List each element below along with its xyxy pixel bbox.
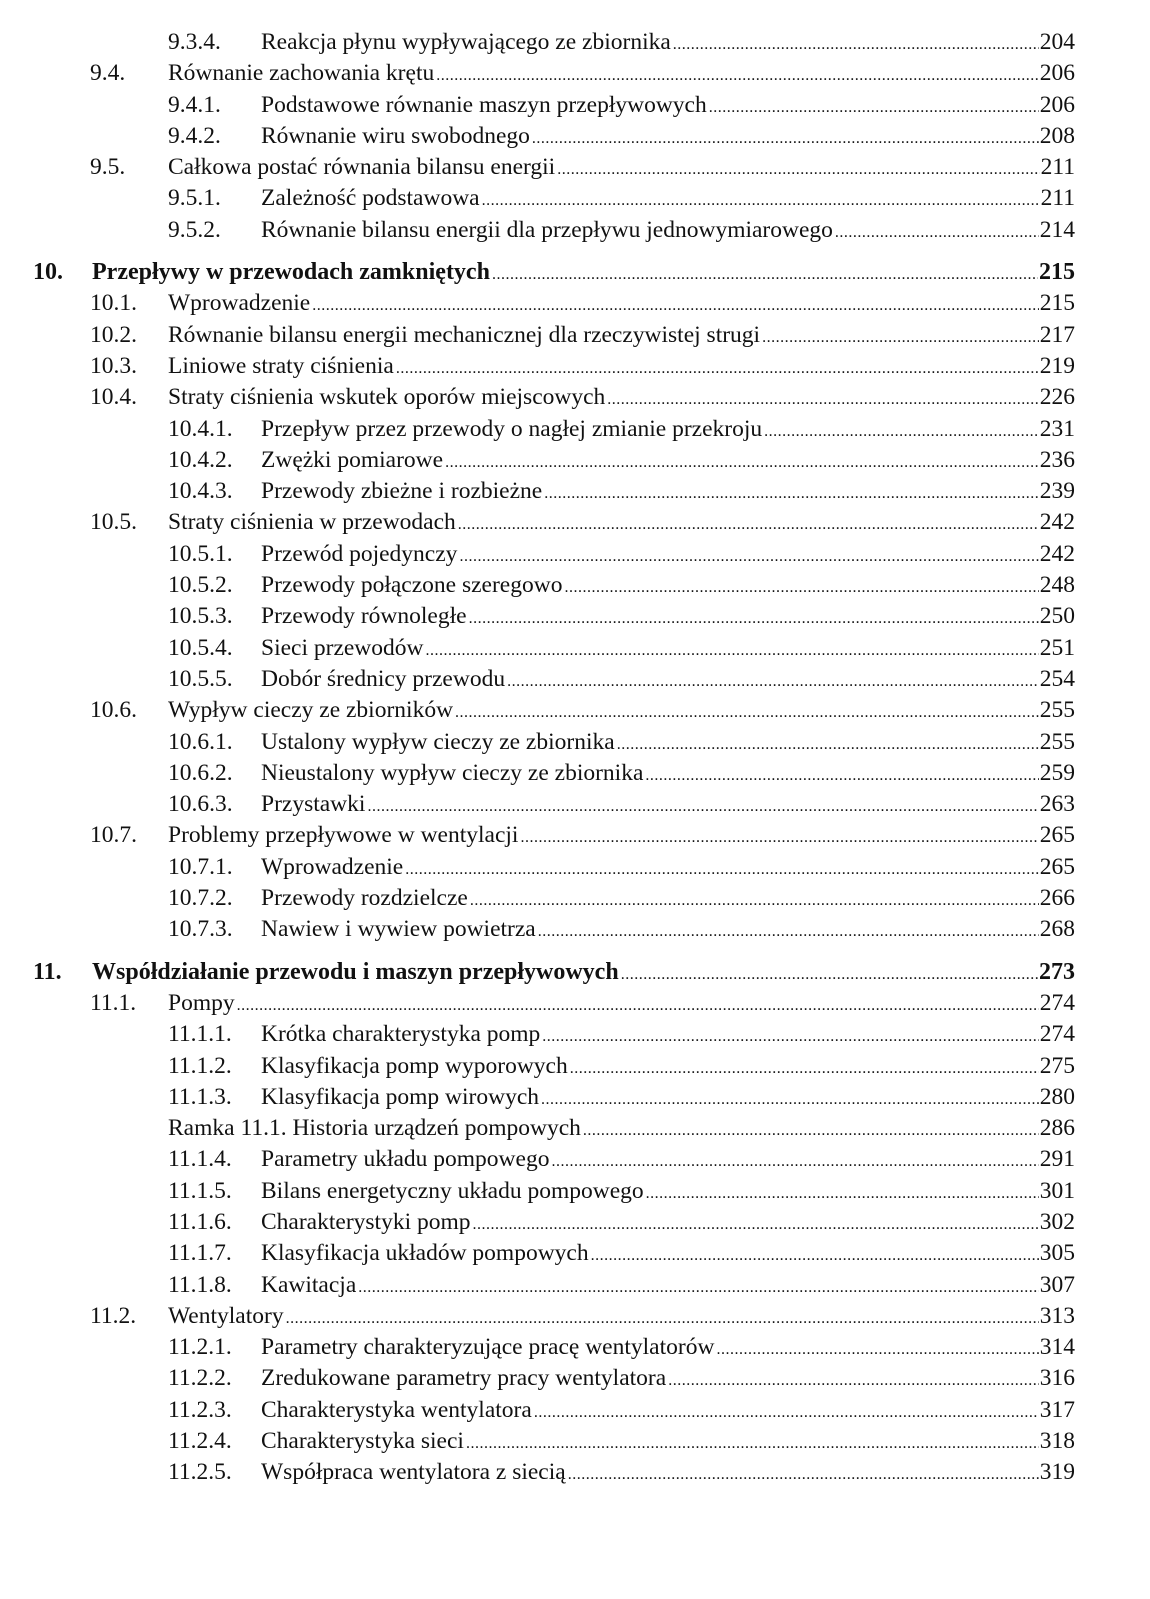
- toc-entry-row: [0, 1238, 1150, 1269]
- toc-entry-number: 11.1.7.: [168, 1240, 232, 1267]
- toc-entry-title: Wentylatory: [168, 1302, 284, 1329]
- toc-entry-page: 242: [1039, 509, 1075, 536]
- toc-entry-page: 302: [1039, 1208, 1075, 1235]
- toc-entry-page: 231: [1039, 415, 1075, 442]
- toc-dot-leader: [621, 959, 1038, 990]
- toc-entry-title: Równanie zachowania krętu: [168, 60, 435, 87]
- toc-dot-leader: [716, 1334, 1038, 1365]
- toc-dot-leader: [466, 1428, 1039, 1459]
- toc-entry-page: 208: [1039, 122, 1075, 149]
- toc-entry: [168, 1113, 1075, 1146]
- toc-entry-number: 10.4.1.: [168, 415, 233, 442]
- toc-entry-page: 215: [1039, 259, 1075, 286]
- toc-entry-title: Parametry układu pompowego: [261, 1146, 550, 1173]
- toc-entry-title: Dobór średnicy przewodu: [261, 665, 506, 692]
- toc-entry: [261, 121, 1075, 154]
- toc-entry-number: 11.2.5.: [168, 1459, 232, 1486]
- toc-dot-leader: [564, 572, 1038, 603]
- toc-entry-page: 219: [1039, 352, 1075, 379]
- toc-entry-number: 11.1.6.: [168, 1208, 232, 1235]
- toc-entry: [168, 695, 1075, 728]
- toc-entry-number: 11.1.5.: [168, 1177, 232, 1204]
- toc-dot-leader: [551, 1146, 1038, 1177]
- toc-entry-number: 10.6.1.: [168, 728, 233, 755]
- toc-entry: [261, 1332, 1075, 1365]
- toc-entry-row: [0, 988, 1150, 1019]
- toc-entry: [261, 1238, 1075, 1271]
- toc-dot-leader: [542, 1021, 1038, 1052]
- toc-entry-number: 10.1.: [90, 290, 137, 317]
- toc-dot-leader: [534, 1397, 1039, 1428]
- toc-entry-page: 254: [1039, 665, 1075, 692]
- toc-entry-row: [0, 414, 1150, 445]
- toc-entry-title: Sieci przewodów: [261, 634, 424, 661]
- toc-entry: [168, 288, 1075, 321]
- toc-entry-number: 10.5.3.: [168, 603, 233, 630]
- toc-entry-title: Parametry charakteryzujące pracę wentylatorów: [261, 1334, 715, 1361]
- toc-entry-page: 255: [1039, 697, 1075, 724]
- toc-entry-title: Zależność podstawowa: [261, 185, 480, 212]
- toc-entry-page: 214: [1039, 216, 1075, 243]
- toc-entry: [261, 883, 1075, 916]
- toc-entry-title: Zwężki pomiarowe: [261, 446, 444, 473]
- toc-entry-page: 250: [1039, 603, 1075, 630]
- toc-entry-row: [0, 664, 1150, 695]
- toc-entry-row: [0, 1176, 1150, 1207]
- toc-entry-page: 239: [1039, 478, 1075, 505]
- toc-entry-row: [0, 27, 1150, 58]
- toc-entry-title: Przepływy w przewodach zamkniętych: [92, 259, 490, 286]
- toc-entry-number: 11.2.3.: [168, 1396, 232, 1423]
- toc-entry-title: Wprowadzenie: [261, 853, 404, 880]
- toc-entry-page: 217: [1039, 321, 1075, 348]
- toc-entry-page: 206: [1039, 60, 1075, 87]
- toc-entry-title: Przewód pojedynczy: [261, 540, 458, 567]
- toc-entry-number: 11.1.2.: [168, 1052, 232, 1079]
- toc-entry-page: 319: [1039, 1459, 1075, 1486]
- toc-entry-title: Nieustalony wypływ cieczy ze zbiornika: [261, 759, 644, 786]
- table-of-contents: [0, 27, 1150, 1489]
- toc-entry-title: Pompy: [168, 989, 235, 1016]
- toc-entry: [261, 539, 1075, 572]
- toc-dot-leader: [568, 1459, 1039, 1490]
- toc-dot-leader: [709, 92, 1039, 123]
- toc-entry-title: Przewody zbieżne i rozbieżne: [261, 478, 543, 505]
- toc-entry-number: 10.6.: [90, 697, 137, 724]
- toc-entry: [261, 758, 1075, 791]
- toc-entry-number: 10.4.2.: [168, 446, 233, 473]
- toc-entry: [261, 1082, 1075, 1115]
- toc-dot-leader: [835, 217, 1039, 248]
- toc-dot-leader: [607, 384, 1038, 415]
- toc-entry-row: [0, 633, 1150, 664]
- toc-entry-title: Przewody równoległe: [261, 603, 467, 630]
- toc-entry-page: 313: [1039, 1302, 1075, 1329]
- toc-dot-leader: [358, 1272, 1038, 1303]
- toc-entry-page: 305: [1039, 1240, 1075, 1267]
- toc-entry: [261, 183, 1075, 216]
- toc-entry-number: 11.1.: [90, 989, 137, 1016]
- toc-entry: [92, 257, 1075, 290]
- toc-entry: [261, 445, 1075, 478]
- toc-entry-row: [0, 507, 1150, 538]
- toc-entry-page: 275: [1039, 1052, 1075, 1079]
- toc-entry-page: 251: [1039, 634, 1075, 661]
- toc-dot-leader: [645, 760, 1038, 791]
- toc-entry-number: 11.2.4.: [168, 1428, 232, 1455]
- toc-entry: [261, 1426, 1075, 1459]
- toc-entry: [168, 820, 1075, 853]
- toc-entry-row: [0, 288, 1150, 319]
- toc-chapter-row: [0, 257, 1150, 288]
- toc-entry-number: 11.1.3.: [168, 1083, 232, 1110]
- toc-entry-row: [0, 1051, 1150, 1082]
- toc-entry-number: 10.5.: [90, 509, 137, 536]
- toc-dot-leader: [557, 154, 1039, 185]
- toc-dot-leader: [459, 541, 1038, 572]
- toc-entry-page: 211: [1040, 185, 1075, 212]
- toc-entry-title: Ramka 11.1. Historia urządzeń pompowych: [168, 1115, 581, 1142]
- toc-dot-leader: [482, 185, 1040, 216]
- toc-entry: [261, 914, 1075, 947]
- toc-entry-title: Wprowadzenie: [168, 290, 311, 317]
- toc-entry: [261, 215, 1075, 248]
- toc-entry-page: 211: [1040, 154, 1075, 181]
- toc-entry: [168, 58, 1075, 91]
- toc-entry-row: [0, 1270, 1150, 1301]
- toc-entry-row: [0, 1426, 1150, 1457]
- toc-entry: [261, 664, 1075, 697]
- toc-entry-row: [0, 1395, 1150, 1426]
- toc-entry-number: 10.5.2.: [168, 572, 233, 599]
- toc-entry-page: 266: [1039, 885, 1075, 912]
- toc-dot-leader: [469, 603, 1039, 634]
- toc-entry-page: 255: [1039, 728, 1075, 755]
- toc-entry: [261, 1144, 1075, 1177]
- toc-entry-title: Charakterystyka sieci: [261, 1428, 464, 1455]
- toc-dot-leader: [762, 322, 1039, 353]
- toc-entry: [261, 476, 1075, 509]
- toc-entry-title: Współpraca wentylatora z siecią: [261, 1459, 566, 1486]
- toc-entry: [261, 1270, 1075, 1303]
- toc-dot-leader: [286, 1303, 1039, 1334]
- toc-entry-number: 10.3.: [90, 352, 137, 379]
- toc-entry-row: [0, 1113, 1150, 1144]
- toc-entry-title: Charakterystyki pomp: [261, 1208, 471, 1235]
- toc-entry-title: Równanie bilansu energii mechanicznej dla rzeczywistej strugi: [168, 321, 761, 348]
- toc-entry-page: 263: [1039, 791, 1075, 818]
- toc-entry-number: 10.5.5.: [168, 665, 233, 692]
- toc-dot-leader: [396, 353, 1039, 384]
- toc-entry-row: [0, 914, 1150, 945]
- toc-entry: [168, 351, 1075, 384]
- toc-entry-title: Reakcja płynu wypływającego ze zbiornika: [261, 29, 671, 55]
- toc-entry-page: 226: [1039, 384, 1075, 411]
- toc-entry-row: [0, 152, 1150, 183]
- toc-entry-number: 10.7.2.: [168, 885, 233, 912]
- toc-dot-leader: [492, 259, 1038, 290]
- toc-entry-title: Klasyfikacja układów pompowych: [261, 1240, 589, 1267]
- toc-entry-row: [0, 727, 1150, 758]
- toc-entry-page: 286: [1039, 1115, 1075, 1142]
- toc-entry-title: Przystawki: [261, 791, 366, 818]
- toc-entry-title: Przewody połączone szeregowo: [261, 572, 563, 599]
- toc-entry-title: Przewody rozdzielcze: [261, 885, 468, 912]
- toc-entry-title: Podstawowe równanie maszyn przepływowych: [261, 91, 707, 118]
- toc-entry-title: Całkowa postać równania bilansu energii: [168, 154, 556, 181]
- toc-entry-row: [0, 789, 1150, 820]
- toc-entry-number: 11.2.1.: [168, 1334, 232, 1361]
- toc-entry-number: 10.2.: [90, 321, 137, 348]
- toc-entry-number: 11.1.1.: [168, 1021, 232, 1048]
- toc-entry-number: 9.4.1.: [168, 91, 221, 118]
- toc-dot-leader: [591, 1240, 1039, 1271]
- toc-entry-row: [0, 1207, 1150, 1238]
- toc-entry-row: [0, 539, 1150, 570]
- toc-entry-row: [0, 320, 1150, 351]
- toc-entry-number: 11.2.2.: [168, 1365, 232, 1392]
- toc-entry-row: [0, 1457, 1150, 1488]
- toc-entry-row: [0, 1019, 1150, 1050]
- toc-entry-page: 215: [1039, 290, 1075, 317]
- toc-entry-number: 10.7.1.: [168, 853, 233, 880]
- toc-entry-row: [0, 695, 1150, 726]
- toc-entry: [261, 570, 1075, 603]
- toc-entry-title: Straty ciśnienia w przewodach: [168, 509, 456, 536]
- toc-entry-page: 204: [1039, 29, 1075, 55]
- toc-entry: [168, 152, 1075, 185]
- toc-entry-title: Przepływ przez przewody o nagłej zmianie przekroju: [261, 415, 763, 442]
- toc-entry-number: 11.1.8.: [168, 1271, 232, 1298]
- toc-entry-row: [0, 58, 1150, 89]
- toc-entry-row: [0, 1082, 1150, 1113]
- toc-entry-number: 9.5.2.: [168, 216, 221, 243]
- toc-entry-page: 242: [1039, 540, 1075, 567]
- toc-entry-title: Problemy przepływowe w wentylacji: [168, 822, 519, 849]
- toc-entry-title: Krótka charakterystyka pomp: [261, 1021, 541, 1048]
- toc-entry: [261, 90, 1075, 123]
- toc-dot-leader: [583, 1115, 1039, 1146]
- toc-entry-page: 280: [1039, 1083, 1075, 1110]
- toc-entry-row: [0, 1363, 1150, 1394]
- toc-entry-row: [0, 215, 1150, 246]
- toc-dot-leader: [673, 29, 1039, 60]
- toc-dot-leader: [646, 1178, 1039, 1209]
- toc-entry-page: 206: [1039, 91, 1075, 118]
- toc-entry-title: Równanie bilansu energii dla przepływu jednowymiarowego: [261, 216, 833, 243]
- toc-entry: [261, 1363, 1075, 1396]
- toc-entry-page: 265: [1039, 822, 1075, 849]
- toc-entry-page: 316: [1039, 1365, 1075, 1392]
- toc-dot-leader: [507, 666, 1039, 697]
- toc-entry-row: [0, 351, 1150, 382]
- toc-dot-leader: [532, 123, 1039, 154]
- toc-entry-page: 274: [1039, 989, 1075, 1016]
- toc-dot-leader: [764, 416, 1039, 447]
- toc-entry-title: Charakterystyka wentylatora: [261, 1396, 532, 1423]
- toc-entry-title: Klasyfikacja pomp wyporowych: [261, 1052, 568, 1079]
- toc-entry-row: [0, 852, 1150, 883]
- toc-entry-row: [0, 90, 1150, 121]
- toc-entry-number: 11.: [33, 958, 62, 985]
- toc-dot-leader: [520, 822, 1038, 853]
- toc-dot-leader: [405, 854, 1039, 885]
- toc-entry-number: 10.5.4.: [168, 634, 233, 661]
- toc-entry-row: [0, 1332, 1150, 1363]
- toc-entry-number: 11.2.: [90, 1302, 137, 1329]
- toc-entry-row: [0, 758, 1150, 789]
- toc-entry-title: Ustalony wypływ cieczy ze zbiornika: [261, 728, 615, 755]
- toc-entry-page: 248: [1039, 572, 1075, 599]
- toc-entry-row: [0, 601, 1150, 632]
- toc-entry: [261, 789, 1075, 822]
- toc-dot-leader: [470, 885, 1039, 916]
- toc-entry: [261, 633, 1075, 666]
- toc-entry-page: 291: [1039, 1146, 1075, 1173]
- toc-dot-leader: [570, 1053, 1039, 1084]
- toc-entry-number: 10.4.3.: [168, 478, 233, 505]
- toc-entry-number: 10.6.2.: [168, 759, 233, 786]
- toc-entry-number: 10.4.: [90, 384, 137, 411]
- toc-entry-row: [0, 1144, 1150, 1175]
- toc-entry-number: 10.5.1.: [168, 540, 233, 567]
- toc-entry: [168, 382, 1075, 415]
- toc-entry-page: 318: [1039, 1428, 1075, 1455]
- toc-dot-leader: [617, 729, 1039, 760]
- toc-entry-row: [0, 570, 1150, 601]
- toc-entry: [261, 1051, 1075, 1084]
- toc-dot-leader: [312, 290, 1039, 321]
- toc-entry-title: Kawitacja: [261, 1271, 357, 1298]
- toc-entry-row: [0, 476, 1150, 507]
- toc-entry-title: Zredukowane parametry pracy wentylatora: [261, 1365, 667, 1392]
- toc-dot-leader: [445, 447, 1039, 478]
- toc-entry-row: [0, 445, 1150, 476]
- toc-entry: [261, 852, 1075, 885]
- toc-entry: [168, 988, 1075, 1021]
- toc-entry-title: Bilans energetyczny układu pompowego: [261, 1177, 644, 1204]
- toc-entry: [261, 1457, 1075, 1490]
- toc-entry-number: 9.4.2.: [168, 122, 221, 149]
- toc-entry: [168, 320, 1075, 353]
- toc-entry-page: 265: [1039, 853, 1075, 880]
- toc-entry: [92, 957, 1075, 990]
- toc-entry-number: 9.5.: [90, 154, 126, 181]
- toc-dot-leader: [544, 478, 1039, 509]
- toc-entry-title: Współdziałanie przewodu i maszyn przepływowych: [92, 958, 619, 985]
- toc-entry-page: 274: [1039, 1021, 1075, 1048]
- toc-dot-leader: [237, 990, 1039, 1021]
- toc-entry-number: 10.: [33, 259, 63, 286]
- toc-entry: [261, 1207, 1075, 1240]
- toc-entry: [261, 1395, 1075, 1428]
- toc-dot-leader: [541, 1084, 1039, 1115]
- toc-entry: [261, 27, 1075, 60]
- toc-entry-page: 307: [1039, 1271, 1075, 1298]
- toc-dot-leader: [668, 1365, 1039, 1396]
- toc-entry-title: Liniowe straty ciśnienia: [168, 352, 394, 379]
- toc-entry-title: Straty ciśnienia wskutek oporów miejscowych: [168, 384, 606, 411]
- toc-dot-leader: [367, 791, 1038, 822]
- toc-entry-row: [0, 382, 1150, 413]
- toc-entry: [261, 1019, 1075, 1052]
- toc-entry-number: 10.7.3.: [168, 916, 233, 943]
- toc-entry-title: Wypływ cieczy ze zbiorników: [168, 697, 454, 724]
- toc-entry-page: 301: [1039, 1177, 1075, 1204]
- toc-entry-page: 317: [1039, 1396, 1075, 1423]
- toc-entry-title: Nawiew i wywiew powietrza: [261, 916, 536, 943]
- toc-dot-leader: [473, 1209, 1039, 1240]
- toc-dot-leader: [455, 697, 1039, 728]
- toc-dot-leader: [538, 916, 1039, 947]
- toc-dot-leader: [426, 635, 1039, 666]
- toc-entry-row: [0, 1301, 1150, 1332]
- toc-entry: [168, 507, 1075, 540]
- toc-entry-row: [0, 121, 1150, 152]
- toc-entry: [261, 1176, 1075, 1209]
- toc-entry-page: 273: [1039, 958, 1075, 985]
- toc-entry: [261, 727, 1075, 760]
- toc-entry-page: 236: [1039, 446, 1075, 473]
- toc-chapter-row: [0, 957, 1150, 988]
- toc-entry-title: Równanie wiru swobodnego: [261, 122, 530, 149]
- toc-entry-row: [0, 883, 1150, 914]
- toc-entry: [261, 414, 1075, 447]
- toc-entry-number: 11.1.4.: [168, 1146, 232, 1173]
- toc-entry-number: 9.5.1.: [168, 185, 221, 212]
- toc-dot-leader: [458, 509, 1039, 540]
- toc-entry-number: 9.4.: [90, 60, 126, 87]
- toc-entry-page: 268: [1039, 916, 1075, 943]
- toc-dot-leader: [436, 60, 1039, 91]
- toc-entry-row: [0, 183, 1150, 214]
- toc-entry: [168, 1301, 1075, 1334]
- toc-entry: [261, 601, 1075, 634]
- toc-entry-page: 259: [1039, 759, 1075, 786]
- toc-entry-number: 10.6.3.: [168, 791, 233, 818]
- toc-entry-row: [0, 820, 1150, 851]
- toc-entry-number: 9.3.4.: [168, 29, 221, 55]
- toc-entry-title: Klasyfikacja pomp wirowych: [261, 1083, 540, 1110]
- toc-entry-page: 314: [1039, 1334, 1075, 1361]
- toc-entry-number: 10.7.: [90, 822, 137, 849]
